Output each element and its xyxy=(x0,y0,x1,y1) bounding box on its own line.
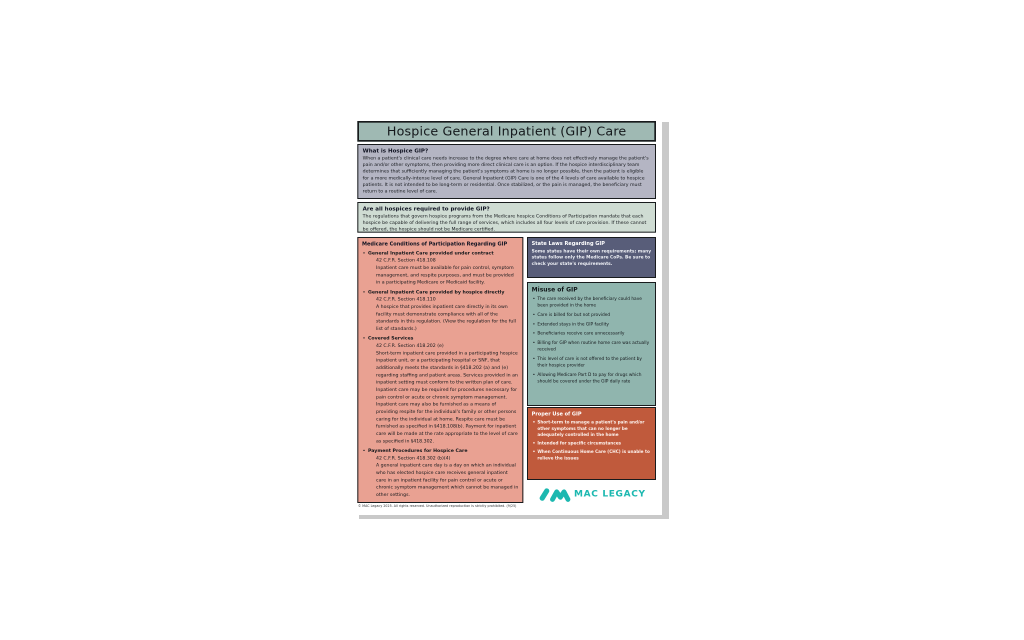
misuse-bullet: • Billing for GIP when routine home care was actually received xyxy=(532,340,652,353)
required-heading: Are all hospices required to provide GIP? xyxy=(362,205,490,212)
medicare-cop-heading: Medicare Conditions of Participation Regarding GIP xyxy=(361,240,508,247)
section-what-is-gip xyxy=(357,144,656,199)
copyright-footer: © MAC Legacy 2025. All rights reserved. Unauthorized reproduction is strictly prohibited. (9/25) xyxy=(357,504,517,508)
medicare-item-title: • General Inpatient Care provided by hospice directly xyxy=(367,289,505,295)
section-medicare-cop xyxy=(357,237,523,503)
section-misuse xyxy=(527,282,656,406)
what-is-heading: What is Hospice GIP? xyxy=(362,147,429,154)
flyer-page xyxy=(352,118,662,515)
medicare-item-title: • Payment Procedures for Hospice Care xyxy=(367,447,468,454)
section-state-laws xyxy=(527,237,656,278)
medicare-item-body: A hospice that provides inpatient care directly in its own facility must demonstrate compliance with all of the standards in this regulation. (View the regulation for the full list of standards.) xyxy=(375,303,516,332)
misuse-bullet: • Allowing Medicare Part D to pay for drugs which should be covered under the GIP daily rate xyxy=(532,372,652,385)
misuse-bullet: • This level of care is not offered to the patient by their hospice provider xyxy=(532,356,652,369)
section-hospices-required xyxy=(357,202,656,233)
medicare-item-body: Short-term inpatient care provided in a participating hospice inpatient unit, or a participating hospital or SNF, that additionally meets the standards in §418.202 (a) and (e) regarding staffing and patient areas. Services provided in an inpatient setting must conform to the written plan of care. Inpatient care may be required for procedures necessary for pain control or acute or chronic symptom management. xyxy=(375,350,518,400)
medicare-item-regulation: 42 C.F.R. Section 418.202 (e) xyxy=(375,342,444,349)
proper-use-bullet: • When Continuous Home Care (CHC) is unable to relieve the issues xyxy=(532,449,652,461)
proper-use-heading: Proper Use of GIP xyxy=(531,410,582,417)
required-body: The regulations that govern hospice programs from the Medicare hospice Conditions of Participation mandate that each hospice be capable of delivering the full range of services, which includes all four levels of care provision. If these cannot be offered, the hospice should not be Medicare certified. xyxy=(362,213,647,232)
medicare-item-payment xyxy=(362,447,519,498)
medicare-item-covered-services xyxy=(362,335,519,445)
what-is-body: When a patient's clinical care needs increase to the degree where care at home does not effectively manage the patient's pain and/or other symptoms, then providing more direct clinical care is an option. If the hospice interdisciplinary team determines that sufficiently managing the patient's symptoms at home is no longer possible, then the patient is eligible for a more medically-intense level of care. General Inpatient (GIP) Care is one of the 4 levels of care available to hospice patients. It is not intended to be long-term or residential. Once stabilized, or the pain is managed, the beneficiary must return to a routine level of care. xyxy=(362,155,649,194)
flyer-content xyxy=(352,118,662,515)
medicare-item-body: A general inpatient care day is a day on which an individual who has elected hospice care receives general inpatient care in an inpatient facility for pain control or acute or chronic symptom management which cannot be managed in other settings. xyxy=(375,462,519,498)
misuse-bullet: • Care is billed for but not provided xyxy=(532,312,652,319)
medicare-item-title: • General Inpatient Care provided under contract xyxy=(367,250,494,256)
misuse-bullet: • The care received by the beneficiary could have been provided in the home xyxy=(532,296,652,309)
proper-use-bullet: • Short-term to manage a patient's pain and/or other symptoms that can no longer be adequately controlled in the home xyxy=(532,419,652,437)
medicare-item-regulation: 42 C.F.R. Section 418.302 (b)(4) xyxy=(375,455,451,461)
misuse-bullet: • Extended stays in the GIP facility xyxy=(532,321,652,328)
state-laws-heading: State Laws Regarding GIP xyxy=(531,240,605,247)
mac-legacy-logo-icon xyxy=(537,484,570,503)
medicare-item-title: • Covered Services xyxy=(367,335,414,341)
proper-use-bullet: • Intended for specific circumstances xyxy=(532,440,652,446)
misuse-heading: Misuse of GIP xyxy=(531,285,578,293)
state-laws-body: Some states have their own requirements; many states follow only the Medicare CoPs. Be sure to check your state's requirements. xyxy=(531,248,652,267)
medicare-item-regulation: 42 C.F.R. Section 418.110 xyxy=(375,296,436,302)
misuse-bullet: • Beneficiaries receive care unnecessarily xyxy=(532,330,652,337)
medicare-item-directly xyxy=(362,288,519,332)
brand-name: MAC LEGACY xyxy=(573,488,646,499)
medicare-item-body: Inpatient care may also be furnished as a means of providing respite for the individual's family or other persons caring for the individual at home. Respite care must be furnished as specified in §418.108(b). Payment for inpatient care will be made at the rate appropriate to the level of care as specified in §418.302. xyxy=(375,401,518,444)
medicare-item-contract xyxy=(362,249,519,286)
medicare-item-body: Inpatient care must be available for pain control, symptom management, and respite purposes, and must be provided in a participating Medicare or Medicaid facility. xyxy=(375,264,514,285)
page-title: Hospice General Inpatient (GIP) Care xyxy=(357,121,656,142)
brand-logo xyxy=(527,484,656,503)
section-proper-use xyxy=(527,407,656,480)
medicare-item-regulation: 42 C.F.R. Section 418.108 xyxy=(375,257,436,263)
